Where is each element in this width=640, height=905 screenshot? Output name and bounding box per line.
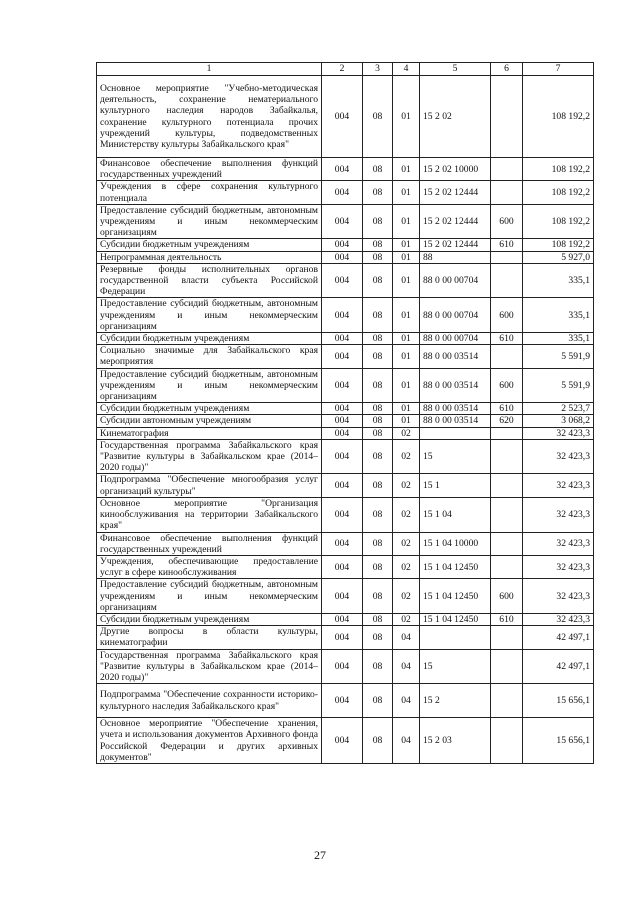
row-expense-type-cell [491,251,523,263]
row-name-cell: Кинематография [97,427,322,439]
row-expense-type-cell: 620 [491,415,523,427]
row-name-cell: Субсидии бюджетным учреждениям [97,613,322,625]
row-section-cell: 08 [363,403,393,415]
row-sum-cell: 108 192,2 [523,76,594,158]
row-expense-type-cell [491,76,523,158]
table-row [97,403,594,415]
row-subsection-cell: 02 [393,439,420,474]
row-subsection-cell: 01 [393,298,420,333]
row-grbs-cell: 004 [322,555,363,578]
row-subsection-cell: 01 [393,158,420,181]
row-grbs-cell: 004 [322,251,363,263]
row-section-cell: 08 [363,474,393,497]
row-sum-cell: 32 423,3 [523,532,594,555]
row-expense-type-cell: 600 [491,579,523,614]
row-grbs-cell: 004 [322,613,363,625]
row-target-article-cell: 15 2 03 [420,718,491,764]
row-name-cell: Учреждения в сфере сохранения культурного потенциала [97,181,322,204]
row-subsection-cell: 01 [393,181,420,204]
table-row [97,439,594,474]
row-section-cell: 08 [363,427,393,439]
row-grbs-cell: 004 [322,204,363,239]
row-expense-type-cell: 610 [491,613,523,625]
row-target-article-cell: 15 1 04 12450 [420,555,491,578]
table-row [97,263,594,298]
row-section-cell: 08 [363,76,393,158]
row-section-cell: 08 [363,532,393,555]
row-sum-cell: 5 927,0 [523,251,594,263]
row-grbs-cell: 004 [322,239,363,251]
table-row [97,415,594,427]
row-target-article-cell: 88 0 00 00704 [420,333,491,345]
row-target-article-cell: 88 0 00 03514 [420,345,491,368]
table-row [97,579,594,614]
row-expense-type-cell [491,158,523,181]
row-sum-cell: 15 656,1 [523,718,594,764]
table-row [97,555,594,578]
row-grbs-cell: 004 [322,649,363,684]
row-section-cell: 08 [363,579,393,614]
row-grbs-cell: 004 [322,684,363,718]
row-grbs-cell: 004 [322,626,363,649]
row-subsection-cell: 01 [393,76,420,158]
row-sum-cell: 32 423,3 [523,555,594,578]
row-target-article-cell: 88 [420,251,491,263]
row-sum-cell: 3 068,2 [523,415,594,427]
row-sum-cell: 335,1 [523,263,594,298]
row-target-article-cell: 88 0 00 00704 [420,298,491,333]
row-target-article-cell: 88 0 00 03514 [420,415,491,427]
row-expense-type-cell [491,555,523,578]
row-grbs-cell: 004 [322,181,363,204]
row-target-article-cell: 15 2 [420,684,491,718]
budget-table [96,62,594,764]
table-row [97,684,594,718]
row-subsection-cell: 02 [393,497,420,532]
row-expense-type-cell: 610 [491,239,523,251]
row-subsection-cell: 02 [393,474,420,497]
row-target-article-cell: 88 0 00 00704 [420,263,491,298]
row-name-cell: Предоставление субсидий бюджетным, автономным учреждениям и иным некоммерческим организациям [97,368,322,403]
table-row [97,368,594,403]
row-subsection-cell: 02 [393,579,420,614]
row-subsection-cell: 01 [393,403,420,415]
row-section-cell: 08 [363,251,393,263]
row-sum-cell: 2 523,7 [523,403,594,415]
row-name-cell: Подпрограмма "Обеспечение многообразия услуг организаций культуры" [97,474,322,497]
table-row [97,626,594,649]
row-sum-cell: 108 192,2 [523,181,594,204]
row-subsection-cell: 01 [393,239,420,251]
row-sum-cell: 32 423,3 [523,497,594,532]
table-row [97,718,594,764]
row-grbs-cell: 004 [322,415,363,427]
row-sum-cell: 335,1 [523,333,594,345]
row-grbs-cell: 004 [322,158,363,181]
row-target-article-cell: 15 [420,649,491,684]
row-name-cell: Предоставление субсидий бюджетным, автономным учреждениям и иным некоммерческим организациям [97,579,322,614]
row-sum-cell: 42 497,1 [523,626,594,649]
row-target-article-cell: 15 1 [420,474,491,497]
row-target-article-cell [420,427,491,439]
row-expense-type-cell: 600 [491,204,523,239]
row-subsection-cell: 01 [393,368,420,403]
table-row [97,497,594,532]
row-grbs-cell: 004 [322,368,363,403]
table-row [97,158,594,181]
row-subsection-cell: 04 [393,684,420,718]
row-name-cell: Субсидии бюджетным учреждениям [97,333,322,345]
row-grbs-cell: 004 [322,497,363,532]
row-name-cell: Субсидии бюджетным учреждениям [97,403,322,415]
row-name-cell: Государственная программа Забайкальского края "Развитие культуры в Забайкальском крае (2014–2020 годы)" [97,649,322,684]
row-grbs-cell: 004 [322,76,363,158]
row-subsection-cell: 02 [393,532,420,555]
table-row [97,345,594,368]
row-subsection-cell: 02 [393,613,420,625]
row-section-cell: 08 [363,204,393,239]
row-sum-cell: 335,1 [523,298,594,333]
column-header: 1 [97,63,322,76]
row-expense-type-cell [491,263,523,298]
table-row [97,333,594,345]
row-name-cell: Государственная программа Забайкальского края "Развитие культуры в Забайкальском крае (2014–2020 годы)" [97,439,322,474]
row-section-cell: 08 [363,613,393,625]
row-subsection-cell: 01 [393,263,420,298]
table-row [97,532,594,555]
row-sum-cell: 32 423,3 [523,579,594,614]
row-subsection-cell: 02 [393,555,420,578]
row-sum-cell: 42 497,1 [523,649,594,684]
column-header: 5 [420,63,491,76]
row-grbs-cell: 004 [322,333,363,345]
row-sum-cell: 5 591,9 [523,345,594,368]
table-row [97,76,594,158]
row-sum-cell: 108 192,2 [523,158,594,181]
row-name-cell: Основное мероприятие "Организация кинообслуживания на территории Забайкальского края" [97,497,322,532]
row-subsection-cell: 04 [393,626,420,649]
row-section-cell: 08 [363,239,393,251]
row-expense-type-cell [491,649,523,684]
row-target-article-cell: 88 0 00 03514 [420,368,491,403]
row-subsection-cell: 04 [393,649,420,684]
row-target-article-cell: 15 1 04 10000 [420,532,491,555]
row-section-cell: 08 [363,298,393,333]
table-row [97,239,594,251]
row-section-cell: 08 [363,555,393,578]
row-grbs-cell: 004 [322,298,363,333]
table-row [97,613,594,625]
table-row [97,298,594,333]
row-grbs-cell: 004 [322,474,363,497]
row-subsection-cell: 01 [393,204,420,239]
row-sum-cell: 15 656,1 [523,684,594,718]
row-section-cell: 08 [363,718,393,764]
row-subsection-cell: 01 [393,333,420,345]
row-expense-type-cell [491,439,523,474]
row-sum-cell: 108 192,2 [523,204,594,239]
row-name-cell: Финансовое обеспечение выполнения функций государственных учреждений [97,158,322,181]
row-name-cell: Субсидии бюджетным учреждениям [97,239,322,251]
row-subsection-cell: 02 [393,427,420,439]
row-expense-type-cell: 600 [491,368,523,403]
row-target-article-cell [420,626,491,649]
row-subsection-cell: 01 [393,251,420,263]
row-sum-cell: 5 591,9 [523,368,594,403]
row-sum-cell: 32 423,3 [523,613,594,625]
row-section-cell: 08 [363,439,393,474]
row-target-article-cell: 15 2 02 [420,76,491,158]
row-section-cell: 08 [363,415,393,427]
row-target-article-cell: 15 2 02 12444 [420,204,491,239]
row-expense-type-cell [491,718,523,764]
row-section-cell: 08 [363,181,393,204]
row-section-cell: 08 [363,345,393,368]
row-target-article-cell: 15 2 02 10000 [420,158,491,181]
row-grbs-cell: 004 [322,532,363,555]
row-target-article-cell: 15 [420,439,491,474]
row-name-cell: Субсидии автономным учреждениям [97,415,322,427]
row-grbs-cell: 004 [322,263,363,298]
row-section-cell: 08 [363,626,393,649]
row-name-cell: Предоставление субсидий бюджетным, автономным учреждениям и иным некоммерческим организациям [97,204,322,239]
table-row [97,181,594,204]
row-grbs-cell: 004 [322,345,363,368]
row-section-cell: 08 [363,263,393,298]
row-sum-cell: 32 423,3 [523,427,594,439]
column-header: 3 [363,63,393,76]
row-target-article-cell: 15 2 02 12444 [420,181,491,204]
table-row [97,474,594,497]
column-header: 4 [393,63,420,76]
row-expense-type-cell [491,427,523,439]
row-grbs-cell: 004 [322,579,363,614]
row-section-cell: 08 [363,333,393,345]
row-section-cell: 08 [363,649,393,684]
column-header: 2 [322,63,363,76]
row-name-cell: Предоставление субсидий бюджетным, автономным учреждениям и иным некоммерческим организациям [97,298,322,333]
row-section-cell: 08 [363,158,393,181]
row-target-article-cell: 15 2 02 12444 [420,239,491,251]
table-row [97,204,594,239]
row-sum-cell: 32 423,3 [523,474,594,497]
row-subsection-cell: 01 [393,415,420,427]
row-target-article-cell: 15 1 04 12450 [420,613,491,625]
page-number: 27 [314,848,326,862]
row-expense-type-cell [491,474,523,497]
table-header-row [97,63,594,76]
row-expense-type-cell: 610 [491,333,523,345]
row-subsection-cell: 04 [393,718,420,764]
row-grbs-cell: 004 [322,427,363,439]
row-section-cell: 08 [363,684,393,718]
table-row [97,427,594,439]
row-grbs-cell: 004 [322,403,363,415]
row-expense-type-cell [491,684,523,718]
row-name-cell: Резервные фонды исполнительных органов государственной власти субъекта Российской Федерации [97,263,322,298]
row-grbs-cell: 004 [322,439,363,474]
row-sum-cell: 108 192,2 [523,239,594,251]
table-body [97,76,594,764]
row-subsection-cell: 01 [393,345,420,368]
row-target-article-cell: 15 1 04 [420,497,491,532]
row-expense-type-cell: 600 [491,298,523,333]
row-name-cell: Другие вопросы в области культуры, кинематографии [97,626,322,649]
row-sum-cell: 32 423,3 [523,439,594,474]
row-expense-type-cell [491,181,523,204]
row-name-cell: Основное мероприятие "Обеспечение хранения, учета и использования документов Архивного фонда Российской Федерации и других архивных документов" [97,718,322,764]
table-row [97,251,594,263]
row-target-article-cell: 15 1 04 12450 [420,579,491,614]
row-expense-type-cell [491,345,523,368]
row-name-cell: Учреждения, обеспечивающие предоставление услуг в сфере кинообслуживания [97,555,322,578]
column-header: 6 [491,63,523,76]
row-target-article-cell: 88 0 00 03514 [420,403,491,415]
row-name-cell: Финансовое обеспечение выполнения функций государственных учреждений [97,532,322,555]
row-expense-type-cell [491,532,523,555]
table-row [97,649,594,684]
row-expense-type-cell: 610 [491,403,523,415]
row-name-cell: Социально значимые для Забайкальского края мероприятия [97,345,322,368]
row-grbs-cell: 004 [322,718,363,764]
row-expense-type-cell [491,626,523,649]
row-section-cell: 08 [363,368,393,403]
row-expense-type-cell [491,497,523,532]
row-name-cell: Основное мероприятие "Учебно-методическая деятельность, сохранение нематериального культурного наследия народов Забайкалья, сохранение культурного потенциала прочих учреждений культуры, подведомственных Министерству культуры Забайкальского края" [97,76,322,158]
row-name-cell: Непрограммная деятельность [97,251,322,263]
row-name-cell: Подпрограмма "Обеспечение сохранности историко-культурного наследия Забайкальского края" [97,684,322,718]
column-header: 7 [523,63,594,76]
row-section-cell: 08 [363,497,393,532]
